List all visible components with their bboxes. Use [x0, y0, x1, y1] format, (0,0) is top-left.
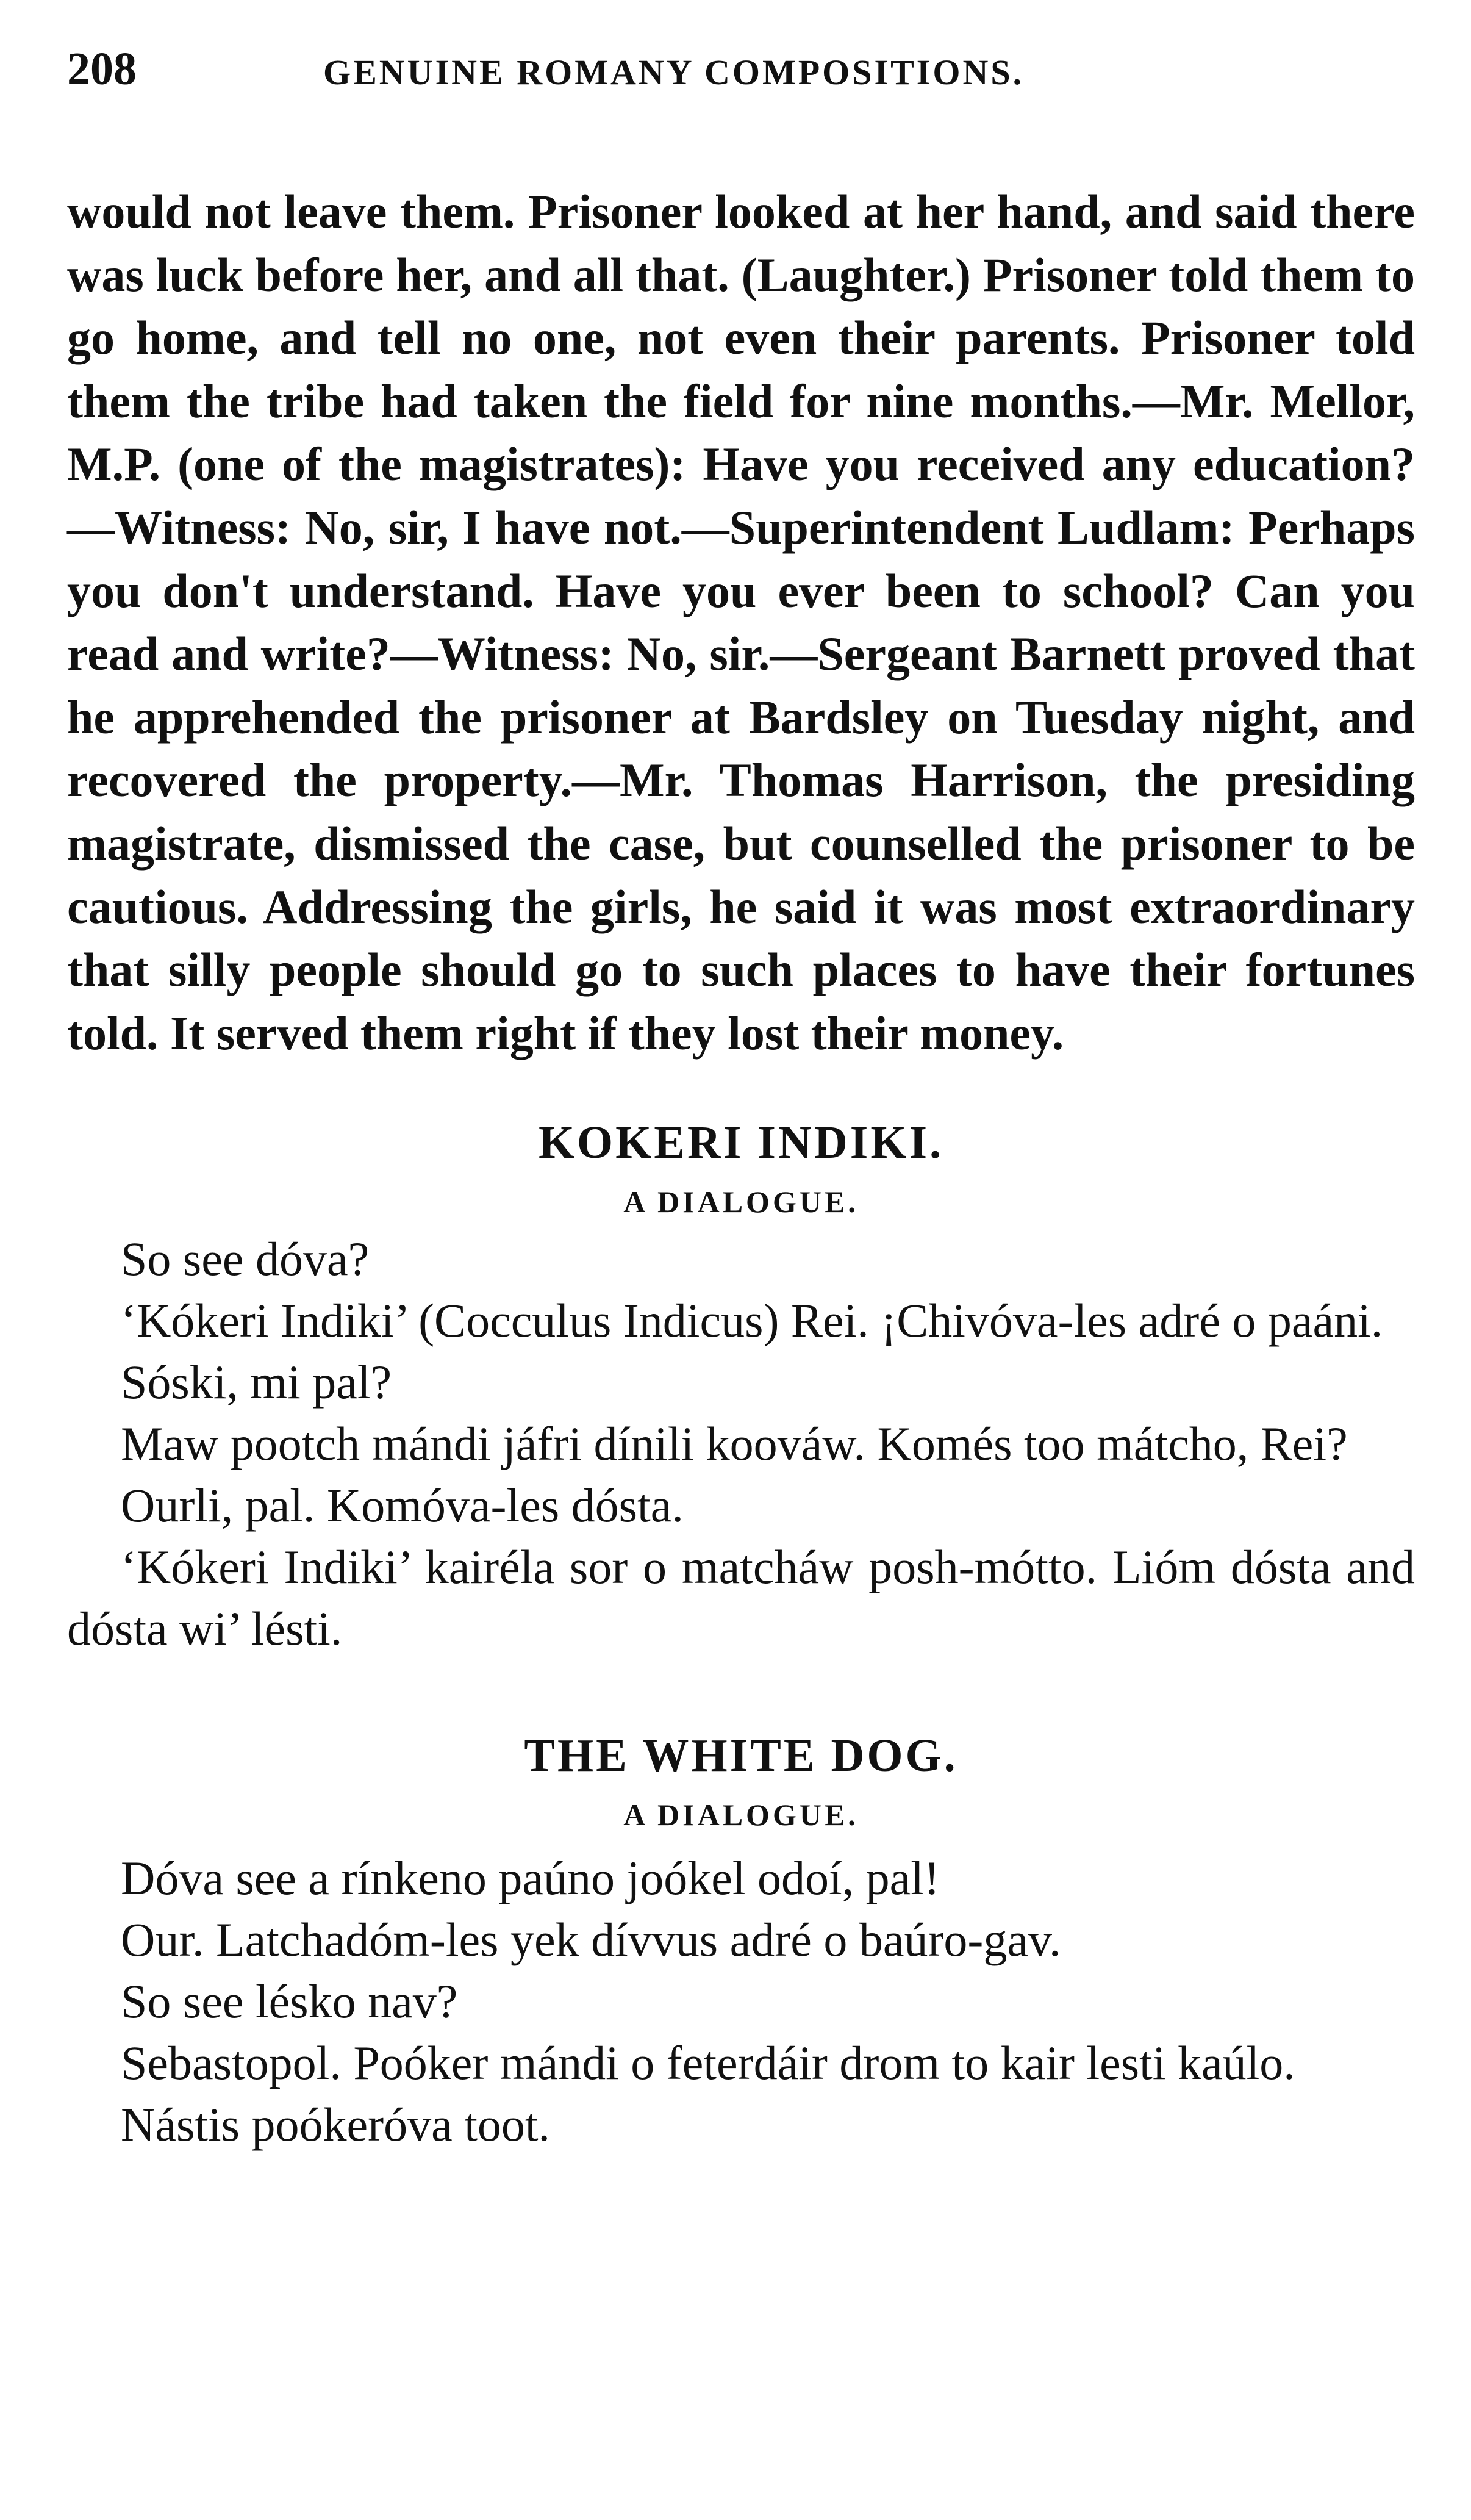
- dialogue-line: Dóva see a rínkeno paúno joókel odoí, pal!: [121, 1851, 940, 1905]
- section-title-white-dog: THE WHITE DOG.: [524, 1730, 958, 1782]
- dialogue-white-dog: [67, 1847, 1415, 2155]
- dialogue-line: Our. Latchadóm-les yek dívvus adré o baúro-gav.: [121, 1913, 1061, 1967]
- dialogue-line: So see dóva?: [121, 1232, 370, 1286]
- lead-paragraph: would not leave them. Prisoner looked at her hand, and said there was luck before her, and all that. (Laughter.) Prisoner told them to go home, and tell no one, not even their parents. Prisoner told them the tribe had taken the field for nine months.—Mr. Mellor, M.P. (one of the magistrates): Have you received any education?—Witness: No, sir, I have not.—Superintendent Ludlam: Perhaps you don't understand. Have you ever been to school? Can you read and write?—Witness: No, sir.—Sergeant Barnett proved that he apprehended the prisoner at Bardsley on Tuesday night, and recovered the property.—Mr. Thomas Harrison, the presiding magistrate, dismissed the case, but counselled the prisoner to be cautious. Addressing the girls, he said it was most extraordinary that silly people should go to such places to have their fortunes told. It served them right if they lost their money.: [67, 185, 1415, 1060]
- dialogue-line: So see lésko nav?: [121, 1975, 458, 2028]
- book-page: [67, 43, 1415, 2155]
- running-title: GENUINE ROMANY COMPOSITIONS.: [323, 52, 1025, 92]
- section-subtitle-dialogue: A DIALOGUE.: [623, 1185, 859, 1219]
- dialogue-line: Sóski, mi pal?: [121, 1355, 392, 1409]
- dialogue-line: Nástis poókeróva toot.: [121, 2098, 551, 2152]
- dialogue-line: Maw pootch mándi jáfri dínili koováw. Komés too mátcho, Rei?: [121, 1417, 1348, 1471]
- dialogue-line: ‘Kókeri Indiki’ kairéla sor o matcháw posh-mótto. Lióm dósta and dósta wi’ lésti.: [67, 1540, 1415, 1656]
- section-title-kokeri-indiki: KOKERI INDIKI.: [538, 1117, 944, 1169]
- page-number: 208: [67, 43, 137, 95]
- dialogue-line: Ourli, pal. Komóva-les dósta.: [121, 1479, 684, 1532]
- section-subtitle-dialogue: A DIALOGUE.: [623, 1798, 859, 1833]
- dialogue-line: Sebastopol. Poóker mándi o feterdáir drom to kair lesti kaúlo.: [121, 2036, 1295, 2090]
- dialogue-line: ‘Kókeri Indiki’ (Cocculus Indicus) Rei. ¡Chivóva-les adré o paáni.: [121, 1294, 1383, 1348]
- running-head: [67, 43, 1415, 122]
- dialogue-kokeri-indiki: [67, 1228, 1415, 1659]
